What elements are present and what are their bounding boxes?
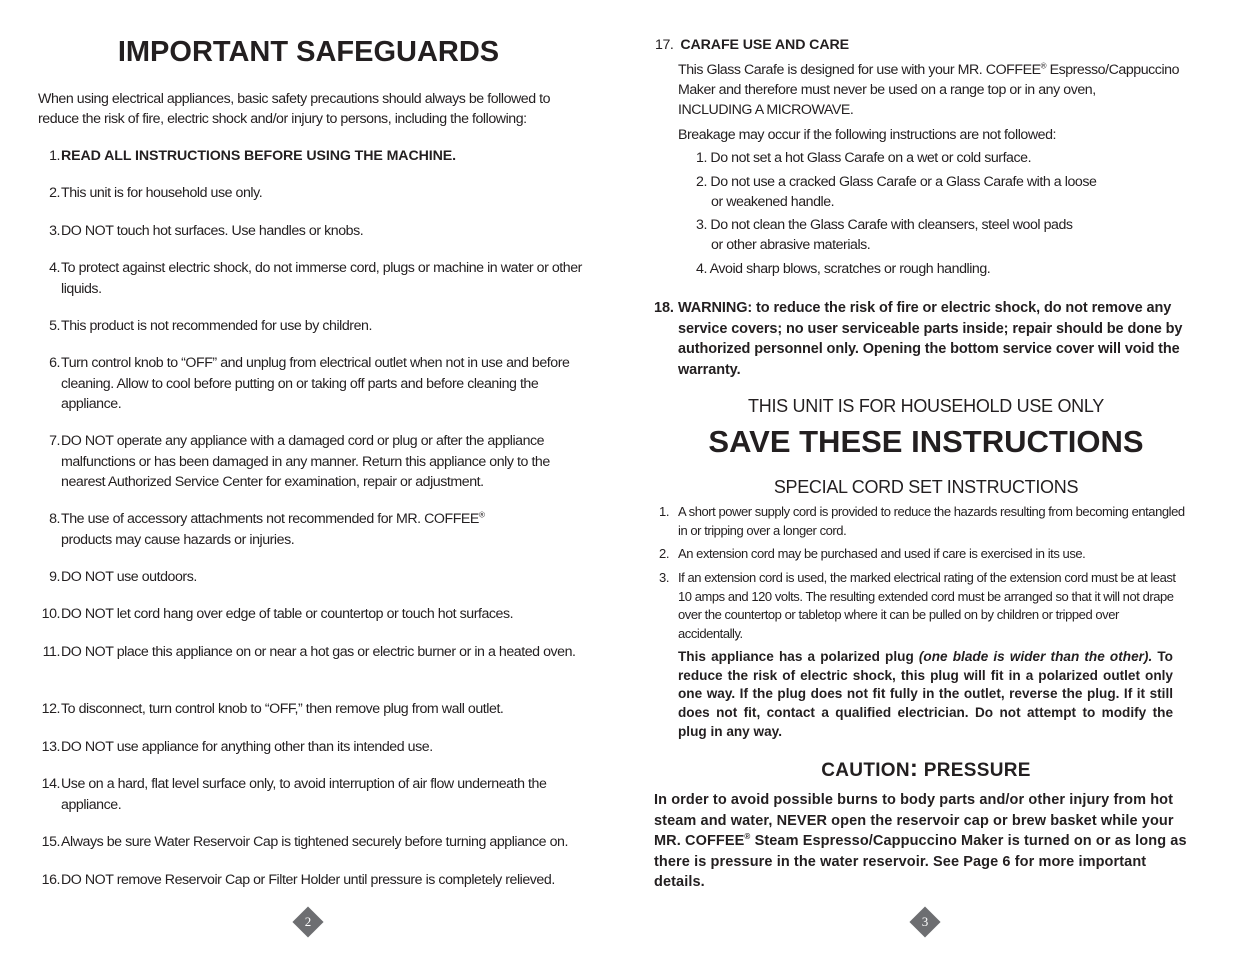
- item-number: 4.: [49, 260, 60, 276]
- safeguard-item-9: [38, 567, 583, 588]
- item-text: DO NOT touch hot surfaces. Use handles or knobs.: [61, 223, 364, 239]
- cord-item-1: [653, 503, 1185, 540]
- item-text: READ ALL INSTRUCTIONS BEFORE USING THE MACHINE.: [61, 148, 456, 164]
- item-number: 1.: [49, 148, 60, 164]
- item-text: DO NOT place this appliance on or near a hot gas or electric burner or in a heated oven.: [61, 644, 576, 660]
- safeguard-item-5: [38, 316, 583, 337]
- caution-pressure-heading: [617, 755, 1235, 783]
- item-number: 14.: [41, 776, 60, 792]
- item-text: DO NOT remove Reservoir Cap or Filter Holder until pressure is completely relieved.: [61, 872, 555, 888]
- item-text-wrap: [38, 509, 583, 550]
- item-text: DO NOT use appliance for anything other than its intended use.: [61, 739, 433, 755]
- safeguard-item-7: [38, 431, 583, 493]
- item-number: 12.: [41, 701, 60, 717]
- item-text: An extension cord may be purchased and used if care is exercised in its use.: [678, 546, 1086, 561]
- safeguard-item-6: [38, 353, 583, 415]
- carafe-text-2: Espresso/Cappuccino Maker and therefore must never be used on a range top or in any oven,: [678, 62, 1180, 98]
- item-number: 1.: [659, 504, 669, 519]
- item-number: 6.: [49, 355, 60, 371]
- carafe-subitem-3: [696, 215, 1073, 255]
- item-text: To disconnect, turn control knob to “OFF,” then remove plug from wall outlet.: [61, 701, 504, 717]
- save-instructions-heading: SAVE THESE INSTRUCTIONS: [708, 424, 1144, 459]
- item-number: 11.: [42, 644, 60, 660]
- item-text: DO NOT let cord hang over edge of table or countertop or touch hot surfaces.: [61, 606, 514, 622]
- safeguard-item-4: [38, 258, 583, 299]
- subitem-text: 4. Avoid sharp blows, scratches or rough handling.: [696, 261, 991, 277]
- warning-text: WARNING: to reduce the risk of fire or electric shock, do not remove any service covers; no user serviceable parts inside; repair should be done by authorized personnel only. Opening the bottom service cover will void the warranty.: [678, 300, 1183, 378]
- caution-colon: :: [909, 755, 919, 782]
- pressure-text-1: In order to avoid possible burns to body parts and/or other injury from hot steam and water, NEVER open the reservoir cap or brew basket while your MR. COFFEE: [654, 792, 1174, 849]
- registered-mark: ®: [1040, 61, 1047, 71]
- safeguard-item-14: [38, 774, 558, 815]
- safeguard-item-13: [38, 737, 583, 758]
- cord-item-3: [653, 569, 1185, 643]
- item-number: 18.: [654, 300, 674, 316]
- safeguard-item-16: [38, 870, 598, 891]
- polarized-italic: (one blade is wider than the other).: [918, 649, 1153, 664]
- carafe-subitem-1: [696, 148, 1031, 168]
- item-17-header: [655, 35, 849, 55]
- caution-label: CAUTION: [821, 760, 910, 781]
- item-text: Turn control knob to “OFF” and unplug from electrical outlet when not in use and before cleaning. Allow to cool before putting on or taking off parts and before cleaning the appliance.: [61, 355, 570, 412]
- cord-set-heading: SPECIAL CORD SET INSTRUCTIONS: [773, 477, 1079, 497]
- item-text: To protect against electric shock, do not immerse cord, plugs or machine in water or other liquids.: [61, 260, 582, 297]
- item-text: DO NOT use outdoors.: [61, 569, 197, 585]
- subitem-text: 1. Do not set a hot Glass Carafe on a wet or cold surface.: [696, 150, 1032, 166]
- item-number: 17.: [655, 37, 674, 53]
- intro-paragraph: When using electrical appliances, basic safety precautions should always be followed to reduce the risk of fire, electric shock and/or injury to persons, including the following:: [38, 91, 551, 127]
- item-number: 13.: [41, 739, 60, 755]
- safeguard-item-1: [38, 146, 583, 167]
- item-number: 2.: [659, 546, 669, 561]
- item-number: 7.: [49, 433, 60, 449]
- safeguard-item-8: [38, 509, 583, 550]
- item-number: 2.: [49, 185, 60, 201]
- carafe-subitem-4: [696, 259, 990, 279]
- subitem-text: 3. Do not clean the Glass Carafe with cleansers, steel wool pads: [696, 217, 1073, 233]
- page-number: 3: [921, 914, 929, 929]
- pressure-text-2: Steam Espresso/Cappuccino Maker is turned on or as long as there is pressure in the water reservoir. See Page 6 for more important details.: [654, 833, 1187, 890]
- safeguard-item-12: [38, 699, 583, 720]
- household-note: THIS UNIT IS FOR HOUSEHOLD USE ONLY: [748, 396, 1104, 416]
- item-text: This product is not recommended for use by children.: [61, 318, 372, 334]
- item-text: DO NOT operate any appliance with a damaged cord or plug or after the appliance malfunctions or has been damaged in any manner. Return this appliance only to the nearest Authorized Service Center for examination, repair or adjustment.: [61, 433, 550, 490]
- page-number: 2: [304, 914, 312, 929]
- subitem-text-continued: or other abrasive materials.: [711, 237, 871, 253]
- item-text: Use on a hard, flat level surface only, to avoid interruption of air flow underneath the appliance.: [61, 776, 547, 813]
- safeguard-item-15: [38, 832, 598, 853]
- item-number: 5.: [49, 318, 60, 334]
- item-number: 3.: [49, 223, 60, 239]
- item-number: 16.: [41, 872, 60, 888]
- polarized-plug-notice: [678, 648, 1173, 742]
- carafe-text-3: INCLUDING A MICROWAVE.: [678, 102, 854, 118]
- safeguard-item-3: [38, 221, 583, 242]
- warning-item-18: [654, 298, 1200, 380]
- page-title: IMPORTANT SAFEGUARDS: [117, 36, 500, 68]
- item-text: This unit is for household use only.: [61, 185, 263, 201]
- safeguard-item-10: [38, 604, 583, 625]
- subitem-text: 2. Do not use a cracked Glass Carafe or a Glass Carafe with a loose: [696, 174, 1097, 190]
- item-number: 3.: [659, 570, 669, 585]
- item-text: The use of accessory attachments not recommended for MR. COFFEE: [61, 511, 479, 527]
- item-heading: CARAFE USE AND CARE: [680, 37, 849, 53]
- item-text-continued: products may cause hazards or injuries.: [61, 531, 295, 548]
- registered-mark: ®: [744, 832, 751, 842]
- item-number: 9.: [49, 569, 60, 585]
- carafe-paragraph: [678, 60, 1218, 120]
- subitem-text-continued: or weakened handle.: [711, 194, 835, 210]
- polarized-text: This appliance has a polarized plug: [678, 649, 914, 664]
- item-number: 15.: [41, 834, 60, 850]
- breakage-intro: Breakage may occur if the following instructions are not followed:: [678, 127, 1057, 143]
- cord-item-2: [653, 545, 1185, 564]
- item-text: A short power supply cord is provided to reduce the hazards resulting from becoming entangled in or tripping over a longer cord.: [678, 504, 1185, 538]
- item-number: 8.: [49, 511, 60, 527]
- right-page: [617, 0, 1235, 954]
- safeguard-item-2: [38, 183, 583, 204]
- item-text: Always be sure Water Reservoir Cap is tightened securely before turning appliance on.: [61, 834, 568, 850]
- carafe-text-1: This Glass Carafe is designed for use with your MR. COFFEE: [678, 62, 1041, 78]
- item-text: If an extension cord is used, the marked electrical rating of the extension cord must be at least 10 amps and 120 volts. The resulting extended cord must be arranged so that it will not drape over the countertop or tabletop where it can be pulled on by children or tripped over accidentally.: [678, 570, 1176, 641]
- item-number: 10.: [41, 606, 60, 622]
- polarized-text-continued: To reduce the risk of electric shock, this plug will fit in a polarized outlet only one way. If the plug does not fit fully in the outlet, reverse the plug. If it still does not fit, contact a qualified electrician. Do not attempt to modify the plug in any way.: [678, 649, 1173, 739]
- carafe-subitem-2: [696, 172, 1096, 212]
- pressure-warning: [654, 790, 1200, 893]
- registered-mark: ®: [478, 510, 485, 520]
- left-page: [0, 0, 617, 954]
- safeguard-item-11: [38, 642, 583, 663]
- pressure-label: PRESSURE: [923, 760, 1031, 781]
